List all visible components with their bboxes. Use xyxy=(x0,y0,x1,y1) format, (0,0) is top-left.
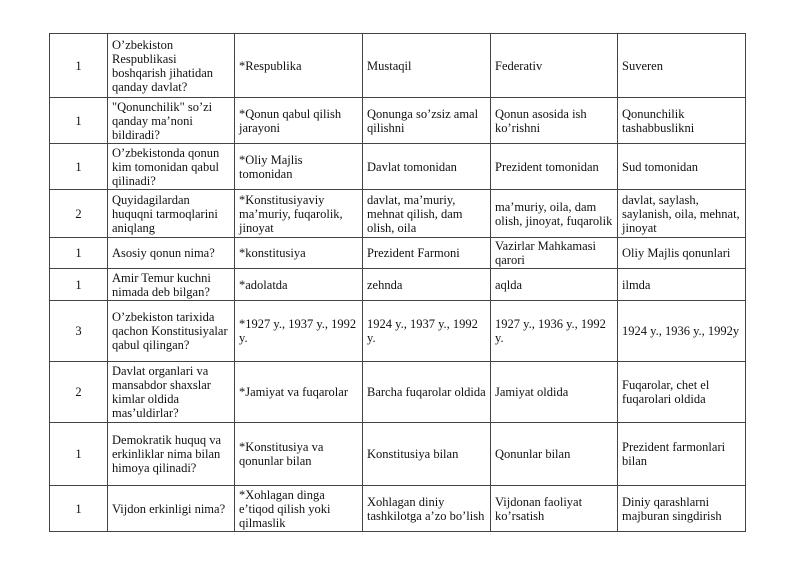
answer-option-b-cell: 1924 y., 1937 y., 1992 y. xyxy=(363,301,491,362)
answer-option-d-cell: davlat, saylash, saylanish, oila, mehnat, jinoyat xyxy=(618,190,746,238)
answer-correct-cell: *Konstitusiyaviy ma’muriy, fuqarolik, jinoyat xyxy=(235,190,363,238)
answer-option-b-cell: Barcha fuqarolar oldida xyxy=(363,362,491,423)
quiz-table xyxy=(49,33,746,532)
answer-option-c-cell: ma’muriy, oila, dam olish, jinoyat, fuqarolik xyxy=(491,190,618,238)
question-cell: O’zbekiston Respublikasi boshqarish jihatidan qanday davlat? xyxy=(108,34,235,98)
table-row xyxy=(50,486,746,532)
answer-correct-cell: *Konstitusiya va qonunlar bilan xyxy=(235,423,363,486)
answer-option-b-cell: Mustaqil xyxy=(363,34,491,98)
answer-option-c-cell: Jamiyat oldida xyxy=(491,362,618,423)
answer-option-b-cell: Qonunga so’zsiz amal qilishni xyxy=(363,98,491,144)
answer-option-c-cell: Qonun asosida ish ko’rishni xyxy=(491,98,618,144)
question-cell: Vijdon erkinligi nima? xyxy=(108,486,235,532)
table-row xyxy=(50,362,746,423)
answer-option-c-cell: Qonunlar bilan xyxy=(491,423,618,486)
answer-option-c-cell: 1927 y., 1936 y., 1992 y. xyxy=(491,301,618,362)
table-row xyxy=(50,423,746,486)
score-cell: 1 xyxy=(50,144,108,190)
question-cell: Demokratik huquq va erkinliklar nima bilan himoya qilinadi? xyxy=(108,423,235,486)
score-cell: 1 xyxy=(50,269,108,301)
answer-option-c-cell: aqlda xyxy=(491,269,618,301)
table-row xyxy=(50,238,746,269)
question-cell: O’zbekistonda qonun kim tomonidan qabul qilinadi? xyxy=(108,144,235,190)
answer-correct-cell: *konstitusiya xyxy=(235,238,363,269)
answer-option-d-cell: Fuqarolar, chet el fuqarolari oldida xyxy=(618,362,746,423)
table-row xyxy=(50,98,746,144)
answer-correct-cell: *Respublika xyxy=(235,34,363,98)
question-cell: "Qonunchilik" so’zi qanday ma’noni bildiradi? xyxy=(108,98,235,144)
question-cell: Amir Temur kuchni nimada deb bilgan? xyxy=(108,269,235,301)
answer-option-d-cell: Sud tomonidan xyxy=(618,144,746,190)
answer-option-d-cell: 1924 y., 1936 y., 1992y xyxy=(618,301,746,362)
answer-option-c-cell: Vazirlar Mahkamasi qarori xyxy=(491,238,618,269)
score-cell: 1 xyxy=(50,238,108,269)
answer-option-d-cell: Qonunchilik tashabbuslikni xyxy=(618,98,746,144)
answer-correct-cell: *Oliy Majlis tomonidan xyxy=(235,144,363,190)
answer-option-d-cell: Diniy qarashlarni majburan singdirish xyxy=(618,486,746,532)
score-cell: 2 xyxy=(50,362,108,423)
answer-option-b-cell: Xohlagan diniy tashkilotga a’zo bo’lish xyxy=(363,486,491,532)
score-cell: 1 xyxy=(50,98,108,144)
answer-option-c-cell: Federativ xyxy=(491,34,618,98)
score-cell: 1 xyxy=(50,34,108,98)
answer-option-d-cell: Suveren xyxy=(618,34,746,98)
score-cell: 3 xyxy=(50,301,108,362)
answer-option-d-cell: Prezident farmonlari bilan xyxy=(618,423,746,486)
table-row xyxy=(50,190,746,238)
answer-option-c-cell: Vijdonan faoliyat ko’rsatish xyxy=(491,486,618,532)
score-cell: 2 xyxy=(50,190,108,238)
score-cell: 1 xyxy=(50,486,108,532)
answer-option-b-cell: davlat, ma’muriy, mehnat qilish, dam olish, oila xyxy=(363,190,491,238)
answer-option-b-cell: Davlat tomonidan xyxy=(363,144,491,190)
table-row xyxy=(50,144,746,190)
answer-option-c-cell: Prezident tomonidan xyxy=(491,144,618,190)
answer-correct-cell: *Jamiyat va fuqarolar xyxy=(235,362,363,423)
answer-option-d-cell: Oliy Majlis qonunlari xyxy=(618,238,746,269)
answer-correct-cell: *1927 y., 1937 y., 1992 y. xyxy=(235,301,363,362)
answer-option-b-cell: Konstitusiya bilan xyxy=(363,423,491,486)
question-cell: Asosiy qonun nima? xyxy=(108,238,235,269)
table-row xyxy=(50,301,746,362)
question-cell: O’zbekiston tarixida qachon Konstitusiyalar qabul qilingan? xyxy=(108,301,235,362)
table-row xyxy=(50,269,746,301)
answer-option-b-cell: Prezident Farmoni xyxy=(363,238,491,269)
question-cell: Quyidagilardan huquqni tarmoqlarini aniqlang xyxy=(108,190,235,238)
table-row xyxy=(50,34,746,98)
score-cell: 1 xyxy=(50,423,108,486)
answer-option-b-cell: zehnda xyxy=(363,269,491,301)
answer-option-d-cell: ilmda xyxy=(618,269,746,301)
answer-correct-cell: *Qonun qabul qilish jarayoni xyxy=(235,98,363,144)
answer-correct-cell: *Xohlagan dinga e’tiqod qilish yoki qilmaslik xyxy=(235,486,363,532)
answer-correct-cell: *adolatda xyxy=(235,269,363,301)
question-cell: Davlat organlari va mansabdor shaxslar kimlar oldida mas’uldirlar? xyxy=(108,362,235,423)
